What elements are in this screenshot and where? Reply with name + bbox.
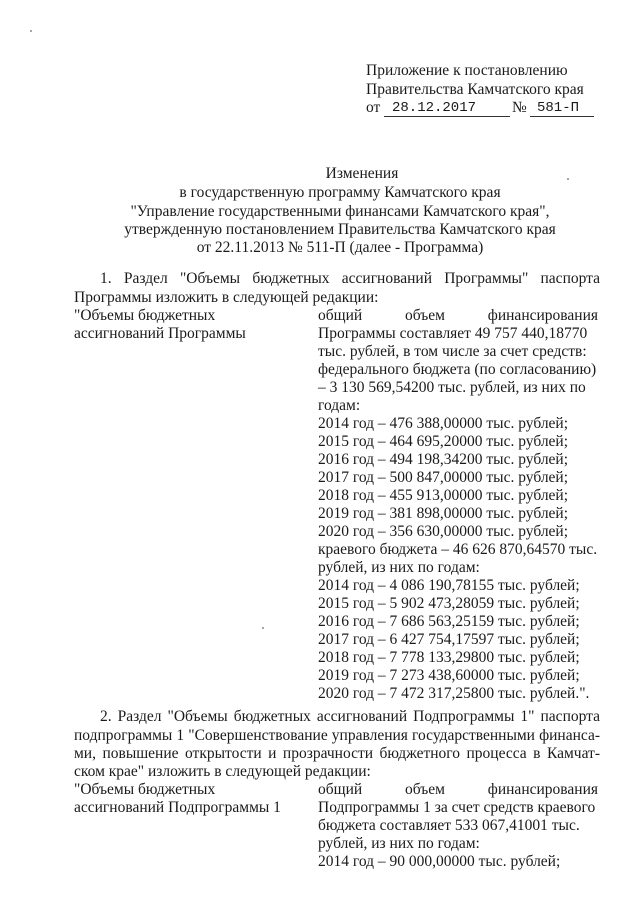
title-line-1: Изменения [325, 165, 399, 182]
section1-right-line: 2014 год – 4 086 190,78155 тыс. рублей; [318, 577, 580, 594]
section1-right-line: – 3 130 569,54200 тыс. рублей, из них по [318, 379, 586, 396]
section2-right-line: Подпрограммы 1 за счет средств краевого [318, 799, 596, 816]
section2-right-line: рублей, из них по годам: [318, 835, 480, 852]
section1-right-line: 2018 год – 7 778 133,29800 тыс. рублей; [318, 649, 580, 666]
section1-intro-2: Программы изложить в следующей редакции: [74, 289, 379, 306]
section1-right-line: тыс. рублей, в том числе за счет средств: [318, 343, 587, 360]
section1-right-line: 2017 год – 6 427 754,17597 тыс. рублей; [318, 631, 580, 648]
header-from-label: от [366, 99, 381, 116]
section1-right-line: 2016 год – 7 686 563,25159 тыс. рублей; [318, 613, 580, 630]
section1-right-line: федерального бюджета (по согласованию) [318, 361, 597, 378]
section1-right-line: 2019 год – 381 898,00000 тыс. рублей; [318, 505, 569, 522]
scan-speck [567, 178, 569, 180]
title-line-4: утвержденную постановлением Правительства Камчатского края [124, 221, 556, 238]
section2-intro-1: 2. Раздел "Объемы бюджетных ассигнований Подпрограммы 1" паспорта [100, 708, 600, 725]
section1-right-line: 2018 год – 455 913,00000 тыс. рублей; [318, 487, 569, 504]
section1-left-1: "Объемы бюджетных [74, 307, 216, 324]
section1-right-line: рублей, из них по годам: [318, 559, 480, 576]
date-underline [384, 116, 510, 117]
section1-right-line: краевого бюджета – 46 626 870,64570 тыс. [318, 541, 598, 558]
section1-right-line: 2019 год – 7 273 438,60000 тыс. рублей; [318, 667, 580, 684]
title-line-3: "Управление государственными финансами Камчатского края", [130, 203, 550, 220]
section2-intro-3: ми, повышение открытости и прозрачности бюджетного процесса в Камчат- [74, 745, 600, 762]
section1-right-line: общий объем финансирования [318, 307, 598, 324]
header-number: 581-П [537, 100, 580, 116]
section1-right-line: Программы составляет 49 757 440,18770 [318, 325, 588, 342]
section1-right-line: 2014 год – 476 388,00000 тыс. рублей; [318, 415, 569, 432]
section2-right-line: общий объем финансирования [318, 781, 598, 798]
section1-right-line: 2015 год – 5 902 473,28059 тыс. рублей; [318, 595, 580, 612]
header-date: 28.12.2017 [392, 100, 477, 116]
header-line-2: Правительства Камчатского края [366, 81, 584, 98]
section2-right-line: 2014 год – 90 000,00000 тыс. рублей; [318, 853, 561, 870]
scan-speck [262, 627, 264, 629]
scan-speck [30, 30, 32, 32]
section2-left-2: ассигнований Подпрограммы 1 [74, 799, 281, 816]
section1-right-line: 2015 год – 464 695,20000 тыс. рублей; [318, 433, 569, 450]
title-line-5: от 22.11.2013 № 511-П (далее - Программа) [196, 239, 484, 256]
section2-right-line: бюджета составляет 533 067,41001 тыс. [318, 817, 580, 834]
section2-intro-4: ском крае" изложить в следующей редакции: [74, 763, 371, 780]
title-line-2: в государственную программу Камчатского края [179, 184, 501, 201]
section1-intro-1: 1. Раздел "Объемы бюджетных ассигнований Программы" паспорта [100, 270, 600, 287]
number-underline [530, 116, 594, 117]
section1-left-2: ассигнований Программы [74, 325, 246, 342]
header-number-label: № [512, 99, 527, 116]
header-line-1: Приложение к постановлению [366, 62, 568, 79]
section2-intro-2: подпрограммы 1 "Совершенствование управления государственными финанса- [74, 727, 600, 744]
section2-left-1: "Объемы бюджетных [74, 781, 216, 798]
section1-right-line: 2020 год – 356 630,00000 тыс. рублей; [318, 523, 569, 540]
section1-right-line: 2017 год – 500 847,00000 тыс. рублей; [318, 469, 569, 486]
section1-right-line: 2016 год – 494 198,34200 тыс. рублей; [318, 451, 569, 468]
section1-right-line: годам: [318, 397, 361, 414]
section1-right-line: 2020 год – 7 472 317,25800 тыс. рублей.". [318, 685, 590, 702]
